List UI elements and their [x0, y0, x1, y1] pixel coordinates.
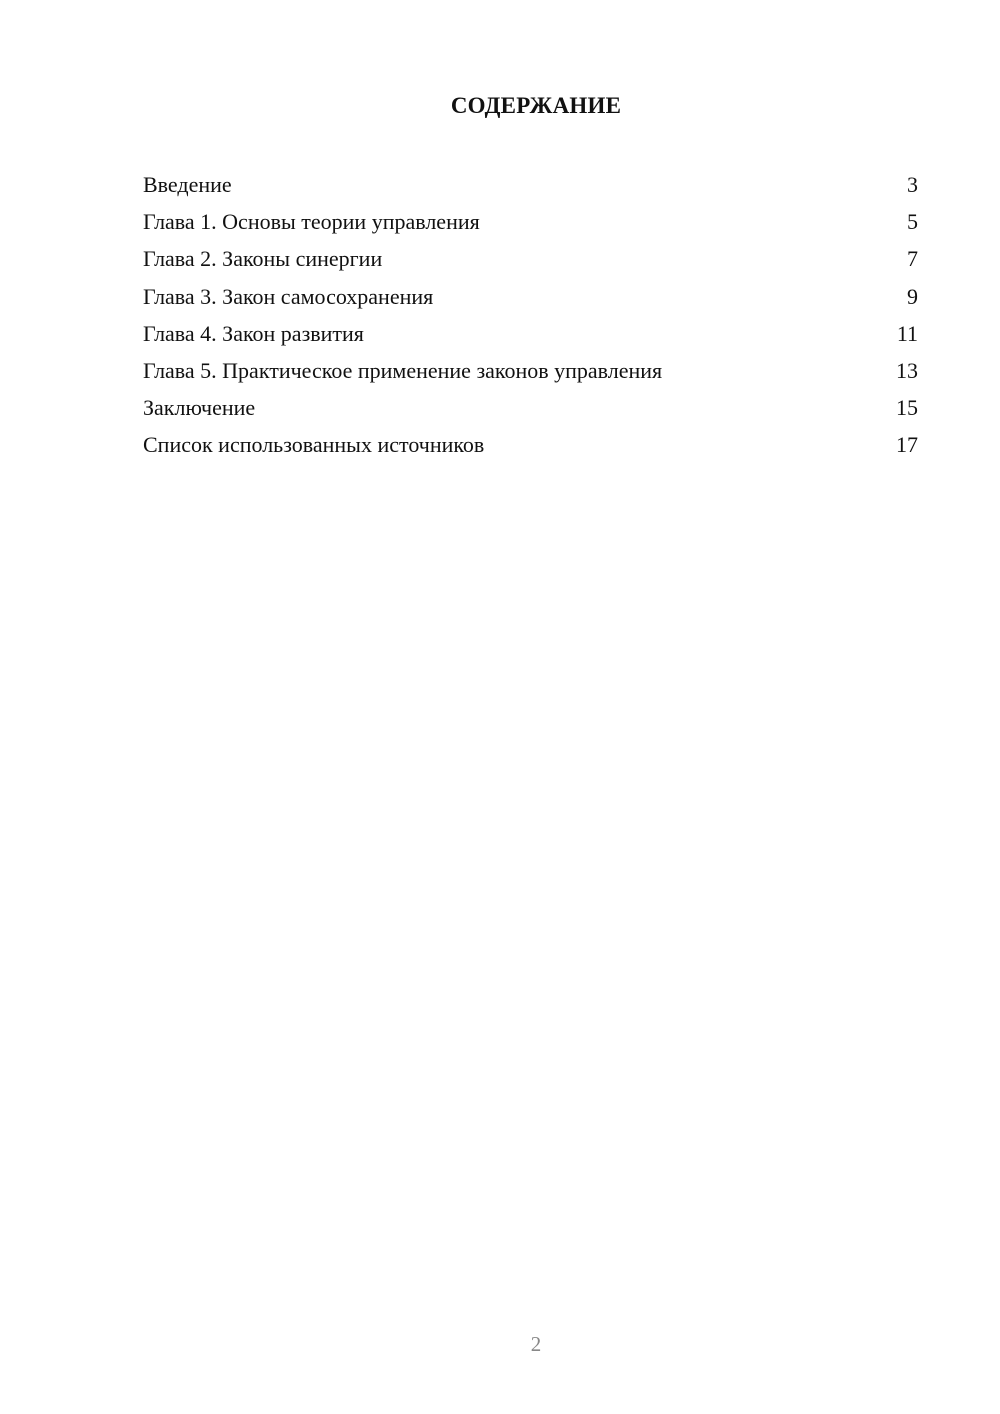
toc-entry-label: Глава 2. Законы синергии [143, 246, 383, 272]
toc-entry-references [143, 426, 918, 463]
toc-entry-chapter-3 [143, 278, 918, 315]
toc-entry-chapter-1 [143, 203, 918, 240]
toc-entry-chapter-2 [143, 240, 918, 277]
toc-entry-introduction [143, 166, 918, 203]
toc-entry-label: Глава 1. Основы теории управления [143, 209, 480, 235]
toc-entry-label: Глава 4. Закон развития [143, 320, 364, 346]
toc-entry-page: 17 [896, 432, 918, 458]
toc-entry-label: Введение [143, 172, 232, 197]
toc-entry-label: Заключение [143, 395, 256, 421]
table-of-contents [143, 166, 918, 464]
toc-entry-page: 13 [896, 357, 918, 383]
toc-entry-page: 3 [907, 172, 918, 197]
toc-entry-page: 5 [907, 209, 918, 235]
toc-entry-conclusion [143, 389, 918, 426]
toc-entry-chapter-5 [143, 352, 918, 389]
toc-entry-page: 7 [907, 246, 918, 272]
toc-entry-label: Список использованных источников [143, 432, 485, 458]
toc-title: СОДЕРЖАНИЕ [450, 93, 622, 118]
page-number: 2 [530, 1332, 542, 1356]
toc-entry-page: 11 [896, 320, 918, 346]
toc-entry-label: Глава 3. Закон самосохранения [143, 283, 434, 309]
toc-entry-page: 9 [907, 283, 918, 309]
toc-entry-label: Глава 5. Практическое применение законов управления [143, 357, 663, 383]
toc-entry-page: 15 [896, 395, 918, 421]
toc-entry-chapter-4 [143, 315, 918, 352]
